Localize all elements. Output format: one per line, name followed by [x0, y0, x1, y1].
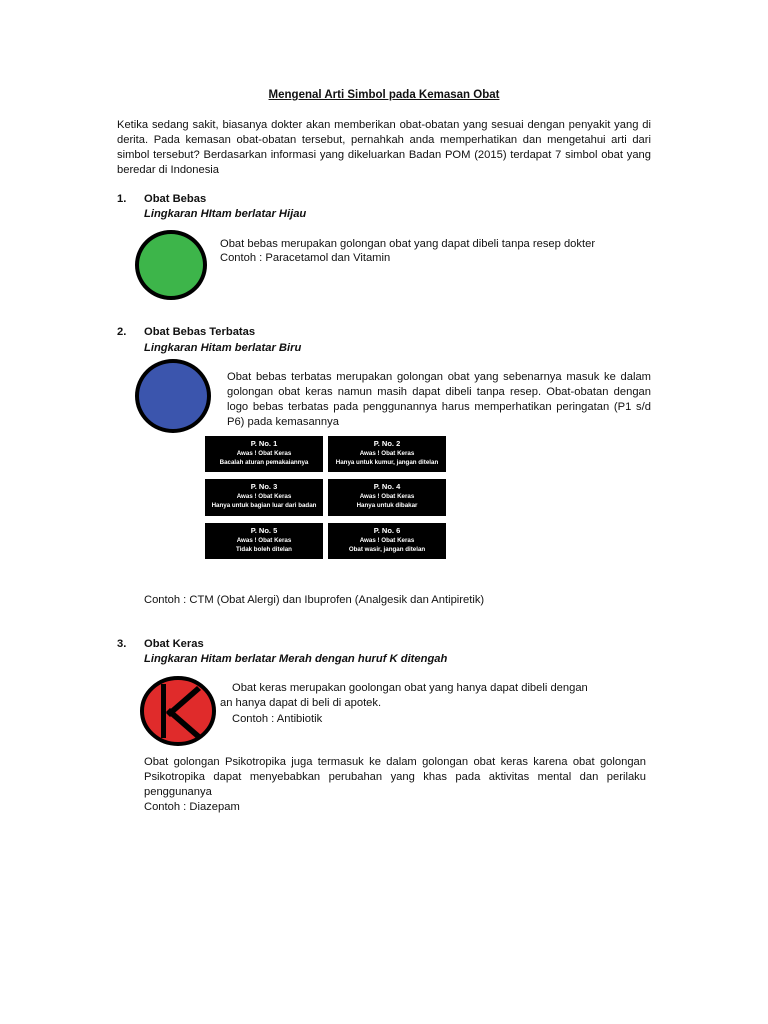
section-3-number: 3.	[117, 638, 127, 650]
section-2-description: Obat bebas terbatas merupakan golongan obat yang sebenarnya masuk ke dalam golongan obat keras namun masih dapat dibeli tanpa resep. Obat-obatan dengan logo bebas terbatas pada penggunannya harus memperhatikan peringatan (P1 s/d P6) pada kemasannya	[227, 371, 651, 428]
section-1-number: 1.	[117, 193, 127, 205]
warning-box-p2	[328, 436, 446, 472]
section-1-example: Contoh : Paracetamol dan Vitamin	[220, 252, 391, 264]
warning-p2-line2: Hanya untuk kumur, jangan ditelan	[335, 459, 439, 466]
warning-p5-line2: Tidak boleh ditelan	[236, 546, 292, 553]
warning-p6-line1: Awas ! Obat Keras	[359, 537, 415, 544]
section-3-example: Contoh : Antibiotik	[232, 713, 323, 725]
section-1-heading: Obat Bebas	[144, 193, 207, 205]
warning-p3-line1: Awas ! Obat Keras	[236, 493, 292, 500]
warning-p2-line1: Awas ! Obat Keras	[359, 450, 415, 457]
section-2-subheading: Lingkaran Hitam berlatar Biru	[144, 342, 302, 354]
warning-p1-line1: Awas ! Obat Keras	[236, 450, 292, 457]
section-1-subheading: Lingkaran HItam berlatar Hijau	[144, 208, 307, 220]
warning-p6-title: P. No. 6	[373, 526, 401, 535]
section-2-number: 2.	[117, 326, 127, 338]
section-3-note-example: Contoh : Diazepam	[144, 801, 240, 813]
warning-box-p6	[328, 523, 446, 559]
section-2-example: Contoh : CTM (Obat Alergi) dan Ibuprofen (Analgesik dan Antipiretik)	[144, 594, 485, 606]
section-2-heading: Obat Bebas Terbatas	[144, 326, 256, 338]
warning-box-p5	[205, 523, 323, 559]
section-3-heading: Obat Keras	[144, 638, 204, 650]
warning-p4-title: P. No. 4	[373, 482, 401, 491]
green-circle-symbol	[135, 230, 207, 300]
warning-p3-line2: Hanya untuk bagian luar dari badan	[211, 502, 317, 509]
warning-box-p1	[205, 436, 323, 472]
warning-p1-line2: Bacalah aturan pemakaiannya	[219, 459, 309, 466]
warning-p6-line2: Obat wasir, jangan ditelan	[348, 546, 426, 553]
warning-box-p4	[328, 479, 446, 516]
section-3-description-line2: an hanya dapat di beli di apotek.	[220, 697, 382, 709]
section-3-note: Obat golongan Psikotropika juga termasuk ke dalam golongan obat keras karena obat golongan Psikotropika dapat menyebabkan perubahan yang khas pada aktivitas mental dan perilaku penggunanya	[144, 756, 646, 798]
warning-p3-title: P. No. 3	[250, 482, 278, 491]
warning-p4-line2: Hanya untuk dibakar	[356, 502, 418, 509]
section-3-description-line1: Obat keras merupakan goolongan obat yang hanya dapat dibeli dengan	[232, 682, 588, 694]
warning-p2-title: P. No. 2	[373, 439, 401, 448]
warning-p4-line1: Awas ! Obat Keras	[359, 493, 415, 500]
warning-p5-line1: Awas ! Obat Keras	[236, 537, 292, 544]
section-1-description: Obat bebas merupakan golongan obat yang dapat dibeli tanpa resep dokter	[220, 238, 596, 250]
page-title: Mengenal Arti Simbol pada Kemasan Obat	[268, 89, 500, 101]
red-k-circle-symbol	[139, 675, 217, 747]
k-symbol-icon	[139, 675, 217, 747]
warning-p1-title: P. No. 1	[250, 439, 278, 448]
warning-box-p3	[205, 479, 323, 516]
blue-circle-symbol	[135, 359, 211, 433]
warning-p5-title: P. No. 5	[250, 526, 278, 535]
section-3-subheading: Lingkaran Hitam berlatar Merah dengan huruf K ditengah	[144, 653, 448, 665]
intro-paragraph: Ketika sedang sakit, biasanya dokter akan memberikan obat-obatan yang sesuai dengan penyakit yang di derita. Pada kemasan obat-obatan tersebut, pernahkah anda memperhatikan dan mengetahui arti dari simbol tersebut? Berdasarkan informasi yang dikeluarkan Badan POM (2015) terdapat 7 simbol obat yang beredar di Indonesia	[117, 119, 651, 176]
